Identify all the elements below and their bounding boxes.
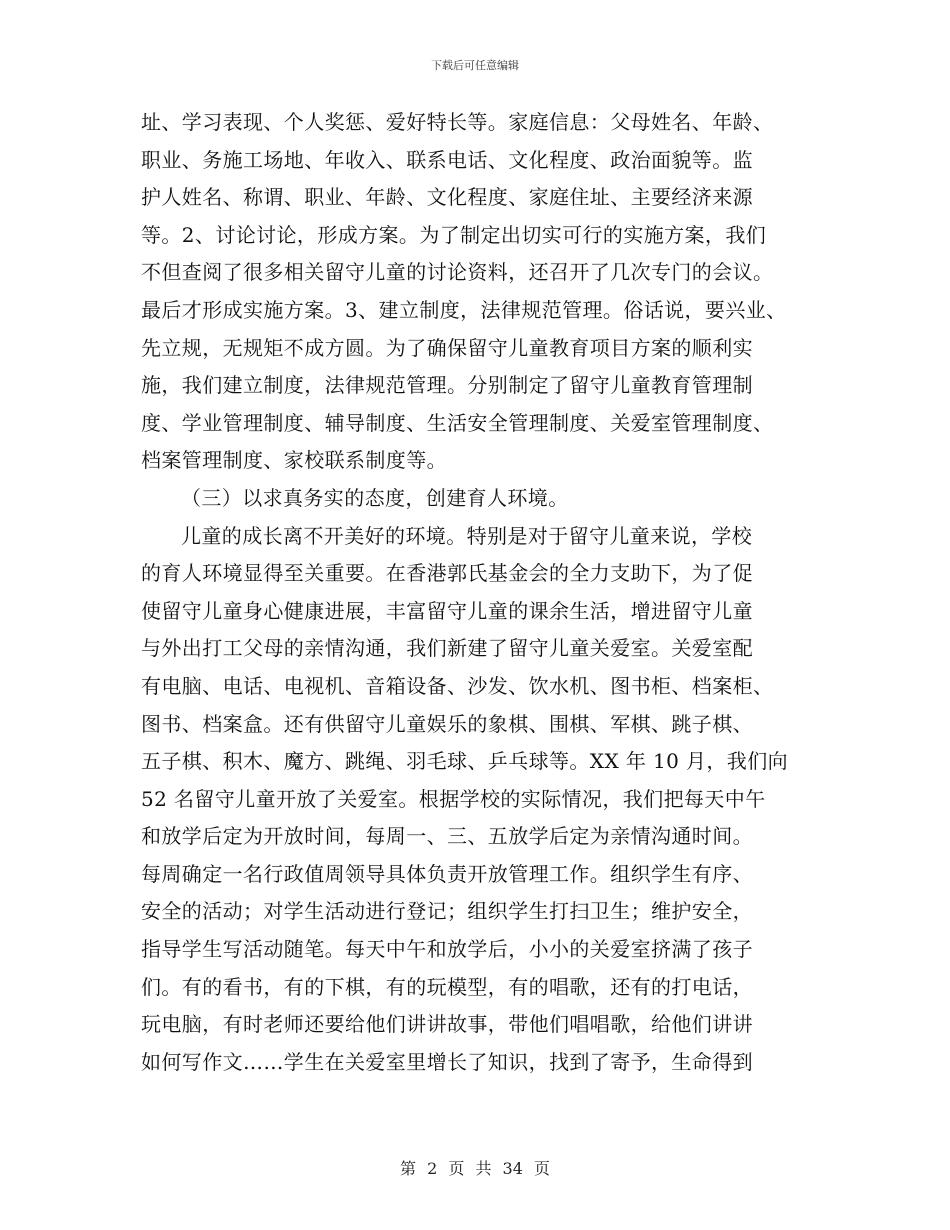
text-line: 度、学业管理制度、辅导制度、生活安全管理制度、关爱室管理制度、 <box>141 410 774 435</box>
text-line: 施，我们建立制度，法律规范管理。分别制定了留守儿童教育管理制 <box>141 373 753 398</box>
text-line: 如何写作文……学生在关爱室里增长了知识，找到了寄予，生命得到 <box>141 1049 753 1074</box>
document-body <box>141 104 831 1081</box>
text-line: 护人姓名、称谓、职业、年龄、文化程度、家庭住址、主要经济来源 <box>141 185 753 210</box>
text-line: 最后才形成实施方案。3、建立制度，法律规范管理。俗话说，要兴业、 <box>141 297 787 322</box>
text-line: 的育人环境显得至关重要。在香港郭氏基金会的全力支助下，为了促 <box>141 561 753 586</box>
paragraph-first-line: 儿童的成长离不开美好的环境。特别是对于留守儿童来说，学校 <box>181 523 753 548</box>
text-line: 玩电脑，有时老师还要给他们讲讲故事，带他们唱唱歌，给他们讲讲 <box>141 1012 753 1037</box>
text-line: 每周确定一名行政值周领导具体负责开放管理工作。组织学生有序、 <box>141 861 753 886</box>
text-line: 使留守儿童身心健康进展，丰富留守儿童的课余生活，增进留守儿童 <box>141 598 753 623</box>
text-line: 指导学生写活动随笔。每天中午和放学后，小小的关爱室挤满了孩子 <box>141 937 753 962</box>
text-line: 图书、档案盒。还有供留守儿童娱乐的象棋、围棋、军棋、跳子棋、 <box>141 711 753 736</box>
text-line: 不但查阅了很多相关留守儿童的讨论资料，还召开了几次专门的会议。 <box>141 260 774 285</box>
text-line: 们。有的看书，有的下棋，有的玩模型，有的唱歌，还有的打电话， <box>141 974 753 999</box>
text-line: 档案管理制度、家校联系制度等。 <box>141 448 447 473</box>
page-header-note: 下载后可任意编辑 <box>431 59 519 72</box>
text-line: 有电脑、电话、电视机、音箱设备、沙发、饮水机、图书柜、档案柜、 <box>141 673 774 698</box>
text-line: 址、学习表现、个人奖惩、爱好特长等。家庭信息：父母姓名、年龄、 <box>141 110 774 134</box>
text-line: 52 名留守儿童开放了关爱室。根据学校的实际情况，我们把每天中午 <box>141 786 766 811</box>
page-number: 第 2 页 共 34 页 <box>400 1159 550 1178</box>
section-heading: （三）以求真务实的态度，创建育人环境。 <box>181 485 569 510</box>
text-line: 等。2、讨论讨论，形成方案。为了制定出切实可行的实施方案，我们 <box>141 222 767 247</box>
text-line: 职业、务施工场地、年收入、联系电话、文化程度、政治面貌等。监 <box>141 147 753 172</box>
text-line: 安全的活动；对学生活动进行登记；组织学生打扫卫生；维护安全， <box>141 899 753 924</box>
text-line: 与外出打工父母的亲情沟通，我们新建了留守儿童关爱室。关爱室配 <box>141 636 753 661</box>
text-line: 先立规，无规矩不成方圆。为了确保留守儿童教育项目方案的顺利实 <box>141 335 753 360</box>
text-line: 和放学后定为开放时间，每周一、三、五放学后定为亲情沟通时间。 <box>141 824 753 849</box>
text-line: 五子棋、积木、魔方、跳绳、羽毛球、乒乓球等。XX 年 10 月，我们向 <box>141 749 788 774</box>
